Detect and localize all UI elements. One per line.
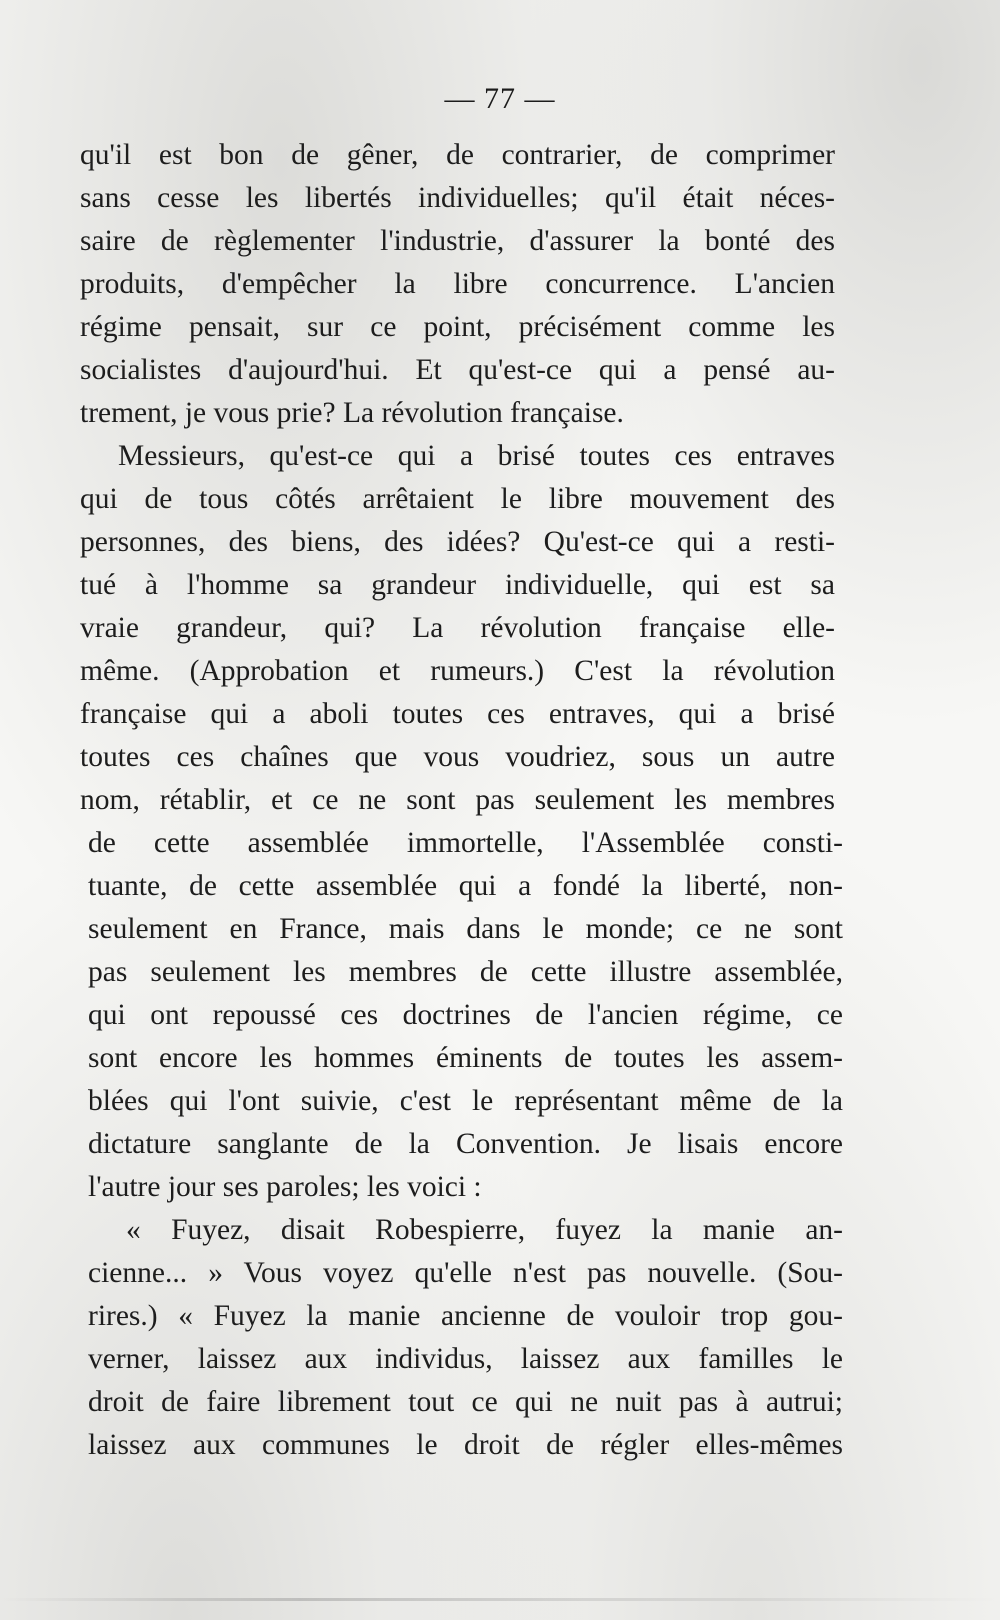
text-line: blées qui l'ont suivie, c'est le représentant même de la (88, 1085, 843, 1117)
text-line: toutes ces chaînes que vous voudriez, sous un autre (80, 741, 835, 773)
text-line: produits, d'empêcher la libre concurrence. L'ancien (80, 268, 835, 300)
text-line: vraie grandeur, qui? La révolution française elle- (80, 612, 835, 644)
text-line: rires.) « Fuyez la manie ancienne de vouloir trop gou- (88, 1300, 843, 1332)
page-number: — 77 — (444, 82, 556, 115)
text-line: socialistes d'aujourd'hui. Et qu'est-ce qui a pensé au- (80, 354, 835, 386)
text-line: française qui a aboli toutes ces entraves, qui a brisé (80, 698, 835, 730)
text-line: saire de règlementer l'industrie, d'assurer la bonté des (80, 225, 835, 257)
text-line: l'autre jour ses paroles; les voici : (88, 1171, 482, 1203)
text-line: « Fuyez, disait Robespierre, fuyez la manie an- (126, 1214, 843, 1246)
text-line: cienne... » Vous voyez qu'elle n'est pas nouvelle. (Sou- (88, 1257, 843, 1289)
text-line: verner, laissez aux individus, laissez aux familles le (88, 1343, 843, 1375)
text-line: seulement en France, mais dans le monde; ce ne sont (88, 913, 843, 945)
text-line: même. (Approbation et rumeurs.) C'est la révolution (80, 655, 835, 687)
text-line: droit de faire librement tout ce qui ne nuit pas à autrui; (88, 1386, 843, 1418)
text-line: pas seulement les membres de cette illustre assemblée, (88, 956, 843, 988)
text-line: sont encore les hommes éminents de toutes les assem- (88, 1042, 843, 1074)
text-line: dictature sanglante de la Convention. Je lisais encore (88, 1128, 843, 1160)
text-line: qu'il est bon de gêner, de contrarier, de comprimer (80, 139, 835, 171)
scan-edge-noise (0, 1598, 1000, 1601)
text-line: tué à l'homme sa grandeur individuelle, qui est sa (80, 569, 835, 601)
text-line: qui de tous côtés arrêtaient le libre mouvement des (80, 483, 835, 515)
text-line: Messieurs, qu'est-ce qui a brisé toutes ces entraves (118, 440, 835, 472)
text-line: qui ont repoussé ces doctrines de l'ancien régime, ce (88, 999, 843, 1031)
text-line: personnes, des biens, des idées? Qu'est-ce qui a resti- (80, 526, 835, 558)
text-line: tuante, de cette assemblée qui a fondé la liberté, non- (88, 870, 843, 902)
text-line: régime pensait, sur ce point, précisément comme les (80, 311, 835, 343)
text-line: trement, je vous prie? La révolution française. (80, 397, 624, 429)
text-line: sans cesse les libertés individuelles; qu'il était néces- (80, 182, 835, 214)
text-line: de cette assemblée immortelle, l'Assemblée consti- (88, 827, 843, 859)
text-line: laissez aux communes le droit de régler elles-mêmes (88, 1429, 843, 1461)
text-line: nom, rétablir, et ce ne sont pas seulement les membres (80, 784, 835, 816)
